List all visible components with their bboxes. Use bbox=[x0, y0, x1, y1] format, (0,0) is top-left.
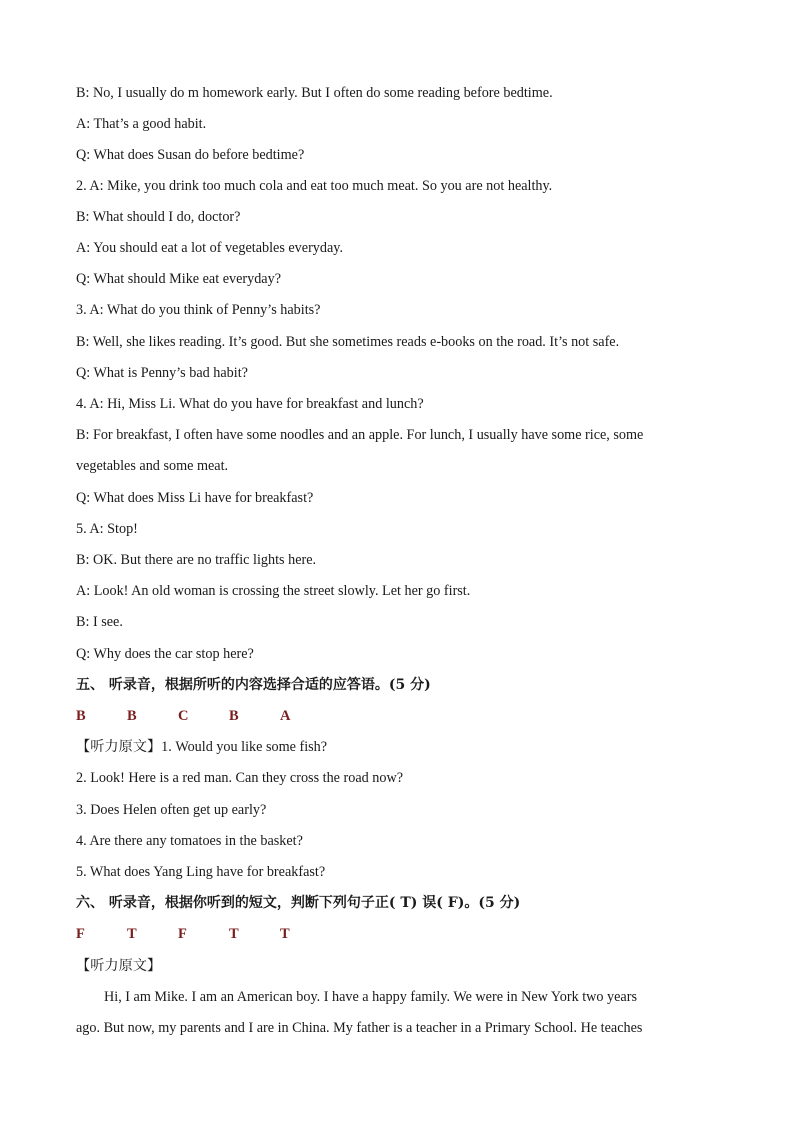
answer-key: F bbox=[178, 926, 187, 942]
text-line: 4. Are there any tomatoes in the basket? bbox=[76, 833, 303, 849]
text-line: vegetables and some meat. bbox=[76, 458, 229, 474]
answer-key: B bbox=[229, 708, 239, 724]
answer-key: T bbox=[229, 926, 239, 942]
text-line: B: What should I do, doctor? bbox=[76, 209, 241, 225]
text-line: A: Look! An old woman is crossing the street slowly. Let her go first. bbox=[76, 583, 471, 599]
text-line: B: OK. But there are no traffic lights here. bbox=[76, 552, 317, 568]
passage-line: ago. But now, my parents and I are in China. My father is a teacher in a Primary School. He teaches bbox=[76, 1020, 643, 1036]
text-line: 2. A: Mike, you drink too much cola and eat too much meat. So you are not healthy. bbox=[76, 178, 553, 194]
text-line: Q: What should Mike eat everyday? bbox=[76, 271, 281, 287]
answer-key: B bbox=[76, 708, 86, 724]
answer-key: T bbox=[127, 926, 137, 942]
text-line: B: For breakfast, I often have some noodles and an apple. For lunch, I usually have some rice, some bbox=[76, 427, 644, 443]
text-line: 5. What does Yang Ling have for breakfast? bbox=[76, 864, 326, 880]
answer-key: T bbox=[280, 926, 290, 942]
answer-key: F bbox=[76, 926, 85, 942]
section6-heading: 六、 听录音，根据你听到的短文，判断下列句子正( T) 误( F)。(5 分) bbox=[76, 895, 521, 911]
text-line: A: That’s a good habit. bbox=[76, 116, 207, 132]
text-line: Q: What does Miss Li have for breakfast? bbox=[76, 490, 314, 506]
answer-key: C bbox=[178, 708, 189, 724]
text-line: Q: What is Penny’s bad habit? bbox=[76, 365, 248, 381]
section5-answers bbox=[76, 707, 716, 725]
text-line: B: Well, she likes reading. It’s good. But she sometimes reads e-books on the road. It’s not safe. bbox=[76, 334, 620, 350]
text-line: 【听力原文】1. Would you like some fish? bbox=[76, 739, 328, 755]
answer-key: B bbox=[127, 708, 137, 724]
text-line: A: You should eat a lot of vegetables everyday. bbox=[76, 240, 344, 256]
text-line: B: No, I usually do m homework early. But I often do some reading before bedtime. bbox=[76, 85, 553, 101]
section5-heading: 五、 听录音，根据所听的内容选择合适的应答语。(5 分) bbox=[76, 677, 431, 693]
text-line: 2. Look! Here is a red man. Can they cross the road now? bbox=[76, 770, 403, 786]
text-line: 5. A: Stop! bbox=[76, 521, 138, 537]
section6-answers bbox=[76, 925, 716, 943]
section6-label: 【听力原文】 bbox=[76, 958, 162, 974]
text-line: 3. A: What do you think of Penny’s habits? bbox=[76, 302, 321, 318]
text-line: 3. Does Helen often get up early? bbox=[76, 802, 267, 818]
passage-line: Hi, I am Mike. I am an American boy. I have a happy family. We were in New York two years bbox=[104, 989, 637, 1005]
text-line: 4. A: Hi, Miss Li. What do you have for breakfast and lunch? bbox=[76, 396, 424, 412]
answer-key: A bbox=[280, 708, 291, 724]
text-line: Q: What does Susan do before bedtime? bbox=[76, 147, 305, 163]
text-line: Q: Why does the car stop here? bbox=[76, 646, 254, 662]
text-line: B: I see. bbox=[76, 614, 123, 630]
